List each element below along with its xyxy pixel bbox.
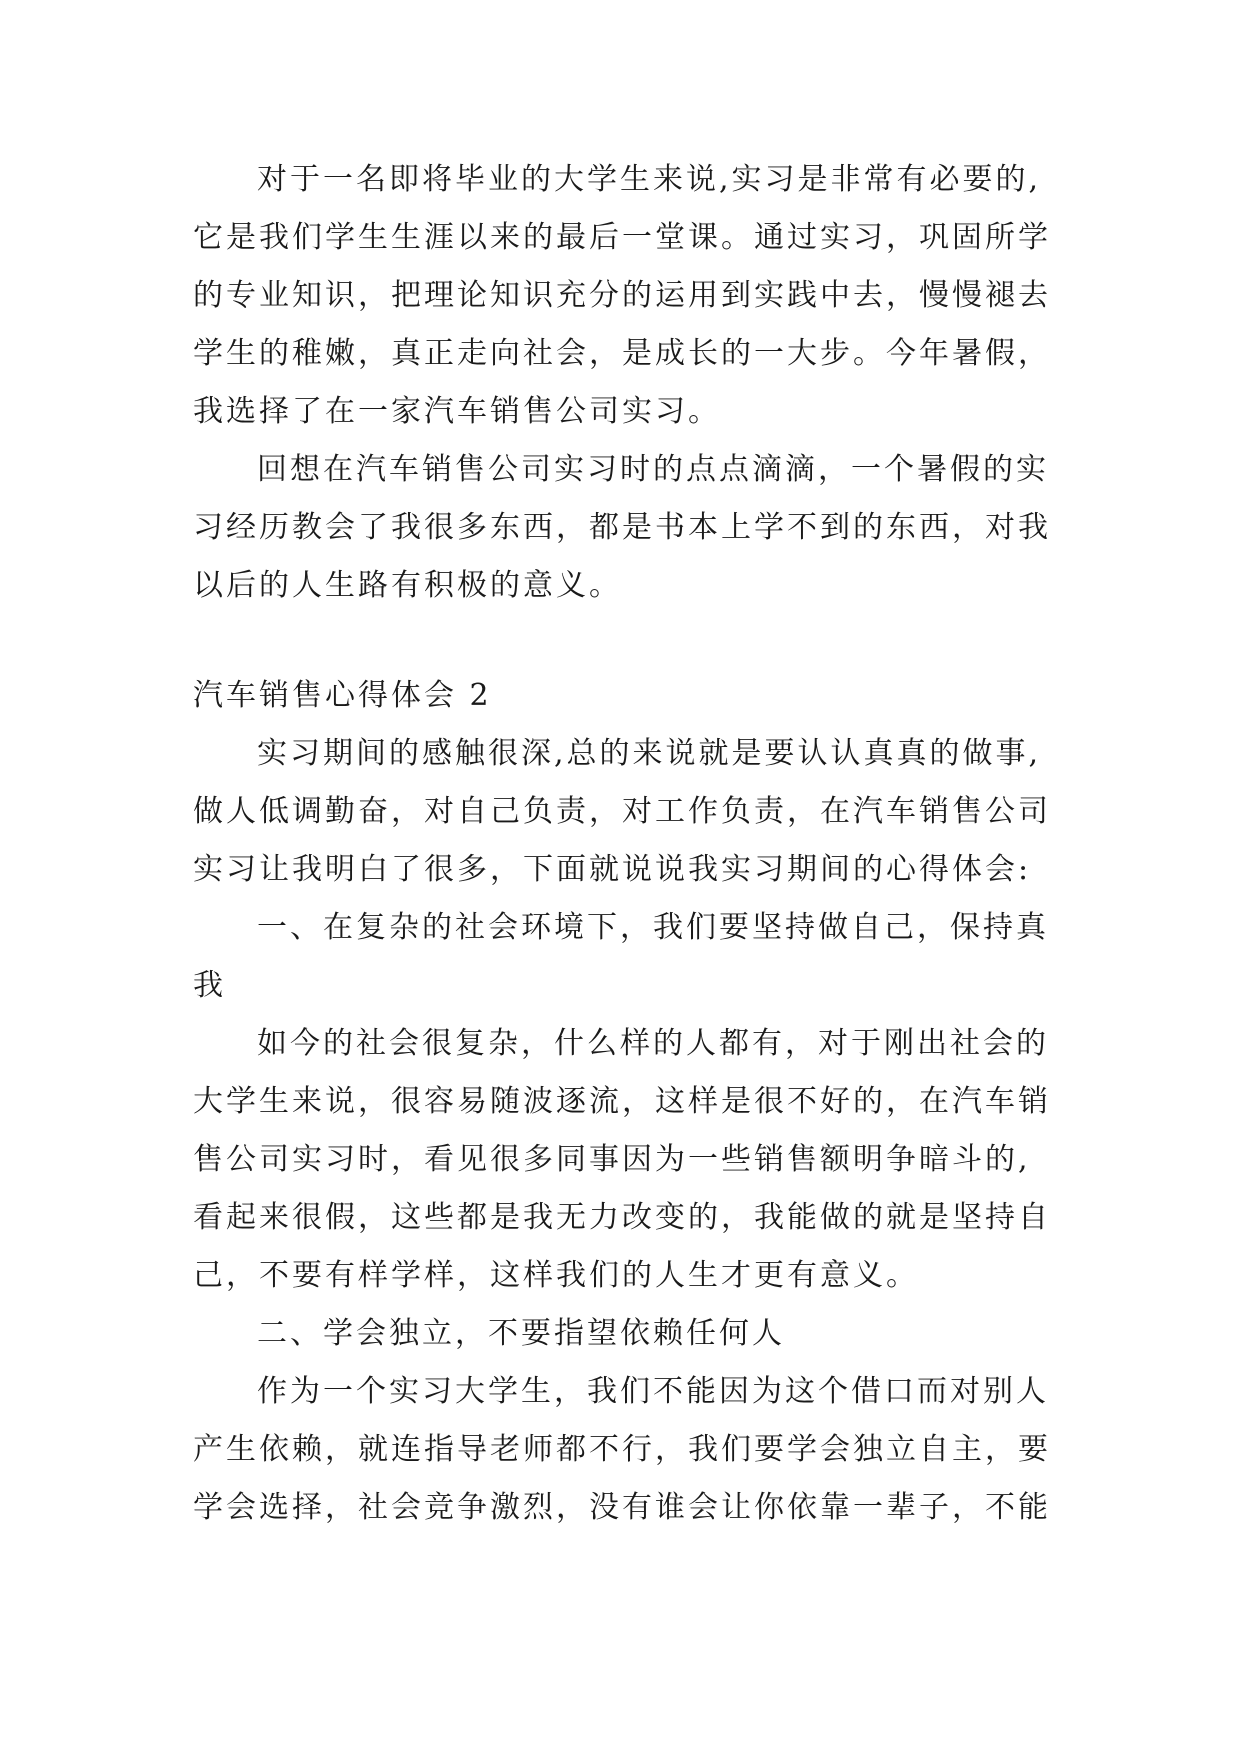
para4-line-2: 大学生来说，很容易随波逐流，这样是很不好的，在汽车销 xyxy=(193,1084,1051,1119)
heading1-line-2: 我 xyxy=(193,968,226,1003)
para2-line-3: 以后的人生路有积极的意义。 xyxy=(193,568,622,603)
heading2: 二、学会独立，不要指望依赖任何人 xyxy=(257,1316,785,1351)
para5-line-3: 学会选择，社会竞争激烈，没有谁会让你依靠一辈子，不能 xyxy=(193,1490,1051,1525)
heading1-line-1: 一、在复杂的社会环境下，我们要坚持做自己，保持真 xyxy=(257,910,1049,945)
para1-line-2: 它是我们学生生涯以来的最后一堂课。通过实习，巩固所学 xyxy=(193,220,1051,255)
para4-line-5: 己，不要有样学样，这样我们的人生才更有意义。 xyxy=(193,1258,919,1293)
para3-line-1: 实习期间的感触很深,总的来说就是要认认真真的做事, xyxy=(257,736,1042,771)
para3-line-3: 实习让我明白了很多，下面就说说我实习期间的心得体会: xyxy=(193,852,1032,887)
para5-line-1: 作为一个实习大学生，我们不能因为这个借口而对别人 xyxy=(257,1374,1049,1409)
para2-line-1: 回想在汽车销售公司实习时的点点滴滴，一个暑假的实 xyxy=(257,452,1049,487)
para1-line-1: 对于一名即将毕业的大学生来说,实习是非常有必要的, xyxy=(257,162,1042,197)
section-title: 汽车销售心得体会 2 xyxy=(193,678,492,713)
para1-line-4: 学生的稚嫩，真正走向社会，是成长的一大步。今年暑假， xyxy=(193,336,1051,371)
para5-line-2: 产生依赖，就连指导老师都不行，我们要学会独立自主，要 xyxy=(193,1432,1051,1467)
para1-line-5: 我选择了在一家汽车销售公司实习。 xyxy=(193,394,721,429)
para1-line-3: 的专业知识，把理论知识充分的运用到实践中去，慢慢褪去 xyxy=(193,278,1051,313)
para4-line-3: 售公司实习时，看见很多同事因为一些销售额明争暗斗的, xyxy=(193,1142,1031,1177)
para4-line-1: 如今的社会很复杂，什么样的人都有，对于刚出社会的 xyxy=(257,1026,1049,1061)
para2-line-2: 习经历教会了我很多东西，都是书本上学不到的东西，对我 xyxy=(193,510,1051,545)
para4-line-4: 看起来很假，这些都是我无力改变的，我能做的就是坚持自 xyxy=(193,1200,1051,1235)
para3-line-2: 做人低调勤奋，对自己负责，对工作负责，在汽车销售公司 xyxy=(193,794,1051,829)
